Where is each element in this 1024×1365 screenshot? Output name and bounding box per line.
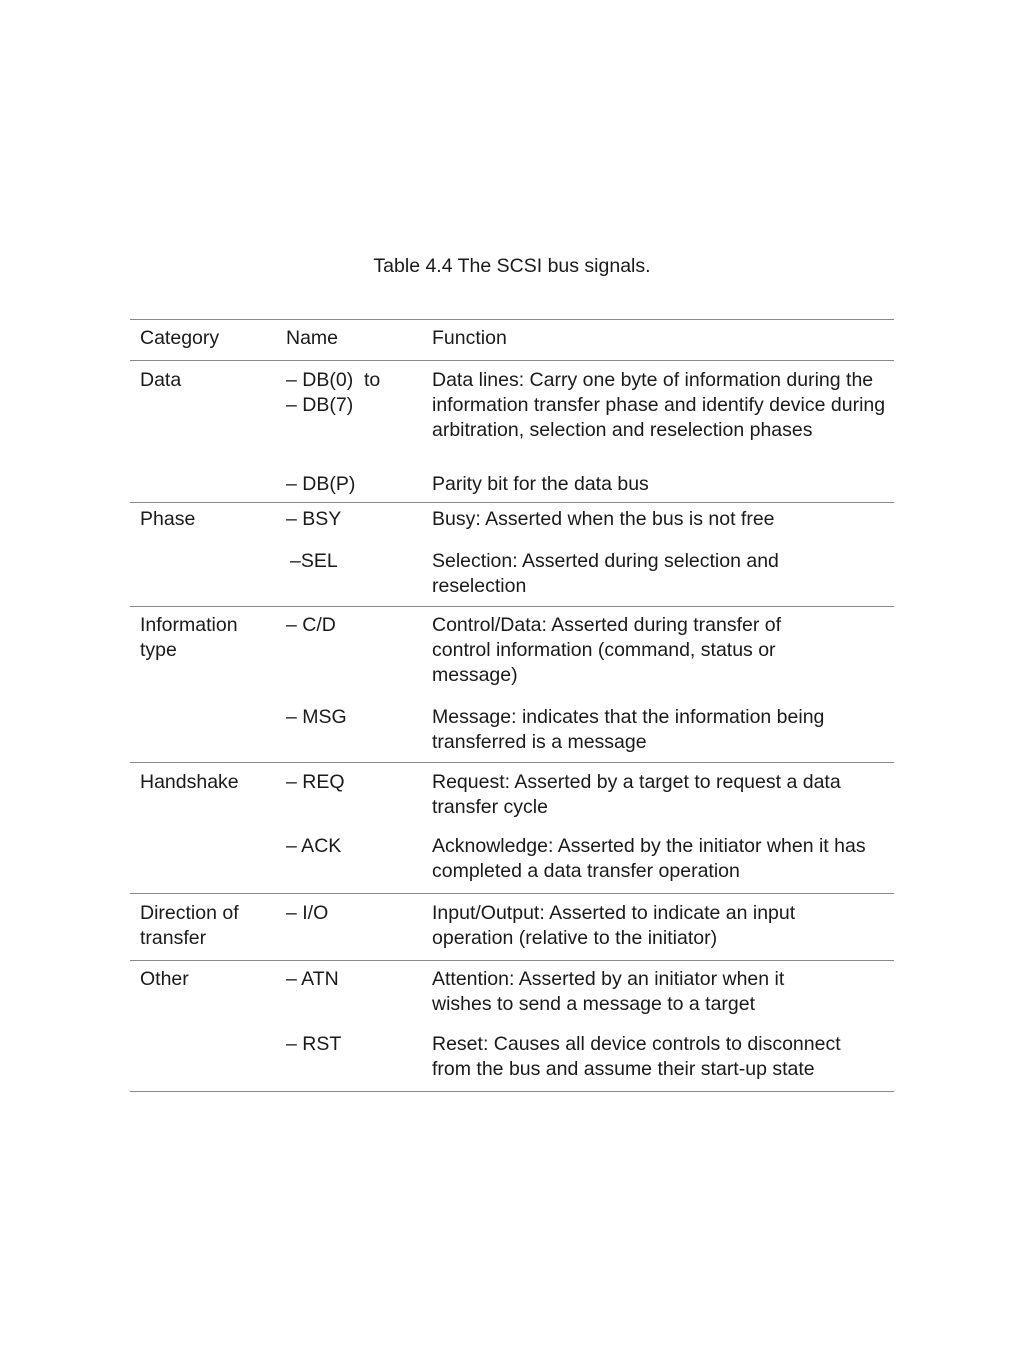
table-caption: Table 4.4 The SCSI bus signals.: [373, 255, 651, 277]
signal-name-ack: – ACK: [286, 835, 342, 857]
signal-name-bsy: – BSY: [286, 508, 342, 530]
signal-function-msg: Message: indicates that the information being transferred is a message: [432, 706, 825, 753]
signal-function-rst: Reset: Causes all device controls to disconnect from the bus and assume their start-up state: [432, 1033, 841, 1080]
signal-function-dbp: Parity bit for the data bus: [432, 473, 649, 495]
header-category: Category: [140, 327, 220, 349]
signal-function-cd: Control/Data: Asserted during transfer of control information (command, status or message): [432, 614, 782, 686]
signal-name-msg: – MSG: [286, 706, 347, 728]
signal-function-io: Input/Output: Asserted to indicate an input operation (relative to the initiator): [432, 902, 796, 949]
category-information-type: Information type: [140, 614, 238, 661]
header-function: Function: [432, 327, 507, 349]
signal-name-req: – REQ: [286, 771, 345, 793]
signal-name-cd: – C/D: [286, 614, 336, 636]
table-top-rule: [130, 319, 894, 320]
signal-function-db0-db7: Data lines: Carry one byte of information during the information transfer phase and identify device during arbitration, selection and reselection phases: [432, 369, 886, 441]
signal-function-sel: Selection: Asserted during selection and reselection: [432, 550, 779, 597]
signal-name-io: – I/O: [286, 902, 329, 924]
row-rule: [130, 893, 894, 894]
category-handshake: Handshake: [140, 771, 239, 793]
signal-name-sel: –SEL: [290, 550, 338, 572]
signal-name-atn: – ATN: [286, 968, 339, 990]
signal-function-ack: Acknowledge: Asserted by the initiator when it has completed a data transfer operation: [432, 835, 866, 882]
category-data: Data: [140, 369, 182, 391]
header-rule: [130, 360, 894, 361]
signal-function-req: Request: Asserted by a target to request a data transfer cycle: [432, 771, 841, 818]
category-phase: Phase: [140, 508, 196, 530]
row-rule: [130, 762, 894, 763]
row-rule: [130, 606, 894, 607]
signal-function-atn: Attention: Asserted by an initiator when it wishes to send a message to a target: [432, 968, 785, 1015]
header-name: Name: [286, 327, 339, 349]
row-rule: [130, 960, 894, 961]
signal-name-dbp: – DB(P): [286, 473, 356, 495]
row-rule: [130, 502, 894, 503]
category-other: Other: [140, 968, 189, 990]
signal-name-rst: – RST: [286, 1033, 342, 1055]
table-bottom-rule: [130, 1091, 894, 1092]
signal-function-bsy: Busy: Asserted when the bus is not free: [432, 508, 775, 530]
category-direction-of-transfer: Direction of transfer: [140, 902, 239, 949]
signal-name-db0-db7: – DB(0) to – DB(7): [286, 369, 381, 416]
